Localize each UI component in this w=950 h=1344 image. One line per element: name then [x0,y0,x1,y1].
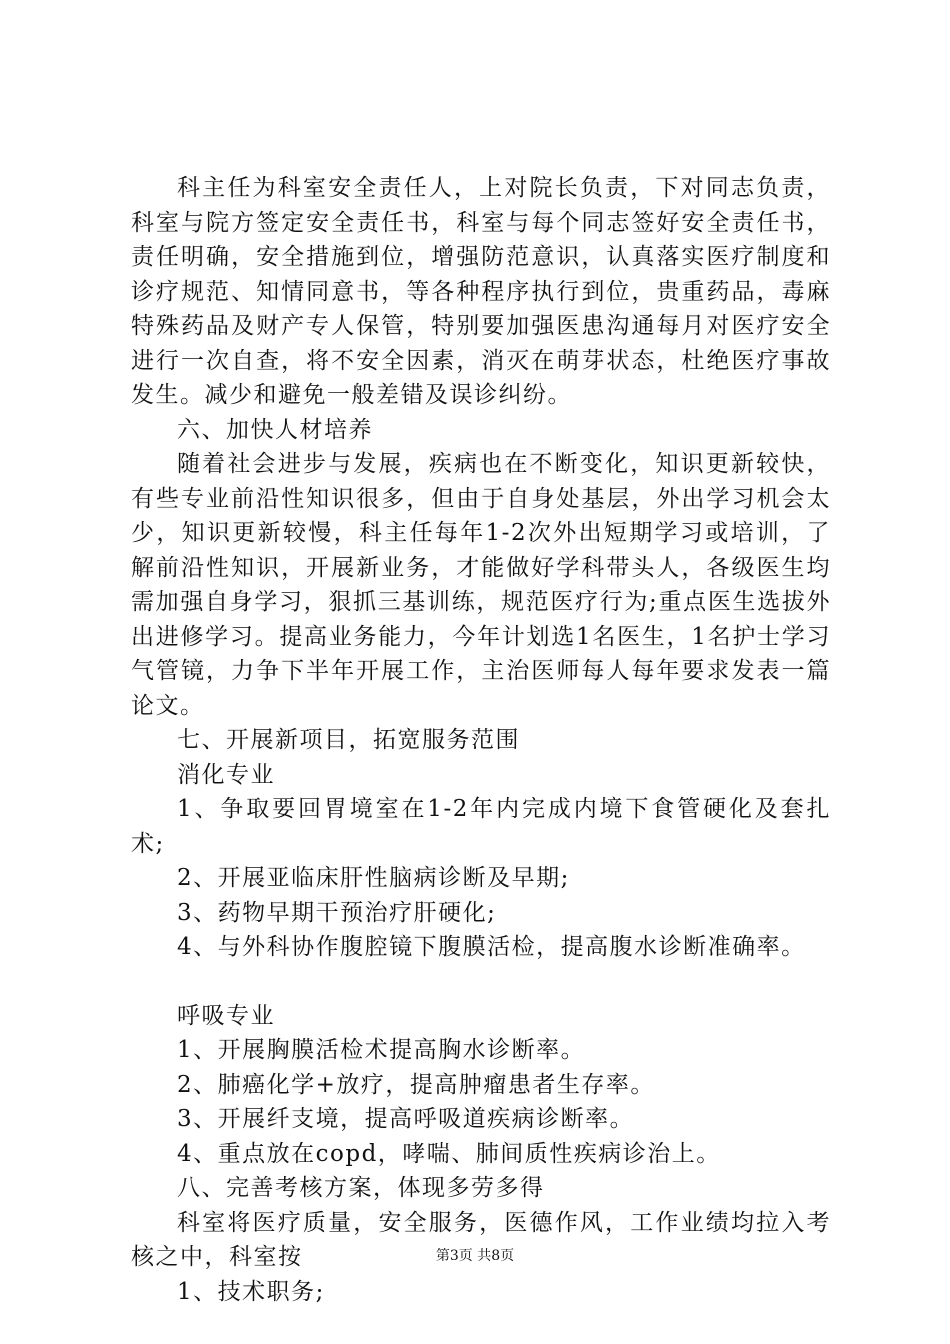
paragraph-assessment: 科室将医疗质量，安全服务，医德作风，工作业绩均拉入考核之中，科室按 [131,1209,831,1270]
list-item-respiratory-4: 4、重点放在copd，哮喘、肺间质性疾病诊治上。 [177,1140,721,1167]
list-item-respiratory-3: 3、开展纤支境，提高呼吸道疾病诊断率。 [177,1106,635,1132]
list-item-respiratory-1: 1、开展胸膜活检术提高胸水诊断率。 [177,1037,586,1063]
heading-section-8: 八、完善考核方案，体现多劳多得 [177,1175,545,1201]
paragraph-safety-responsibility: 科主任为科室安全责任人，上对院长负责，下对同志负责，科室与院方签定安全责任书，科室与每个同志签好安全责任书，责任明确，安全措施到位，增强防范意识，认真落实医疗制度和诊疗规范、知情同意书，等各种程序执行到位，贵重药品，毒麻特殊药品及财产专人保管，特别要加强医患沟通每月对医疗安全进行一次自查，将不安全因素，消灭在萌芽状态，杜绝医疗事故发生。减少和避免一般差错及误诊纠纷。 [131,175,831,408]
document-body [131,171,831,1309]
list-item-digestive-4: 4、与外科协作腹腔镜下腹膜活检，提高腹水诊断准确率。 [177,934,806,960]
list-item-digestive-1: 1、争取要回胃境室在1-2年内完成内境下食管硬化及套扎术; [131,796,831,857]
list-item-digestive-3: 3、药物早期干预治疗肝硬化; [177,899,497,926]
subheading-digestive: 消化专业 [177,761,275,788]
list-item-assessment-1: 1、技术职务; [177,1278,325,1305]
paragraph-talent-training: 随着社会进步与发展，疾病也在不断变化，知识更新较快，有些专业前沿性知识很多，但由于自身处基层，外出学习机会太少，知识更新较慢，科主任每年1-2次外出短期学习或培训，了解前沿性知识，开展新业务，才能做好学科带头人，各级医生均需加强自身学习，狠抓三基训练，规范医疗行为;重点医生选拔外出进修学习。提高业务能力，今年计划选1名医生，1名护士学习气管镜，力争下半年开展工作，主治医师每人每年要求发表一篇论文。 [131,451,831,719]
heading-section-6: 六、加快人材培养 [177,416,373,443]
heading-section-7: 七、开展新项目，拓宽服务范围 [177,727,520,753]
list-item-digestive-2: 2、开展亚临床肝性脑病诊断及早期; [177,865,570,891]
page-footer: 第3页 共8页 [435,1248,515,1264]
subheading-respiratory: 呼吸专业 [177,1002,275,1029]
list-item-respiratory-2: 2、肺癌化学+放疗，提高肿瘤患者生存率。 [177,1071,655,1098]
